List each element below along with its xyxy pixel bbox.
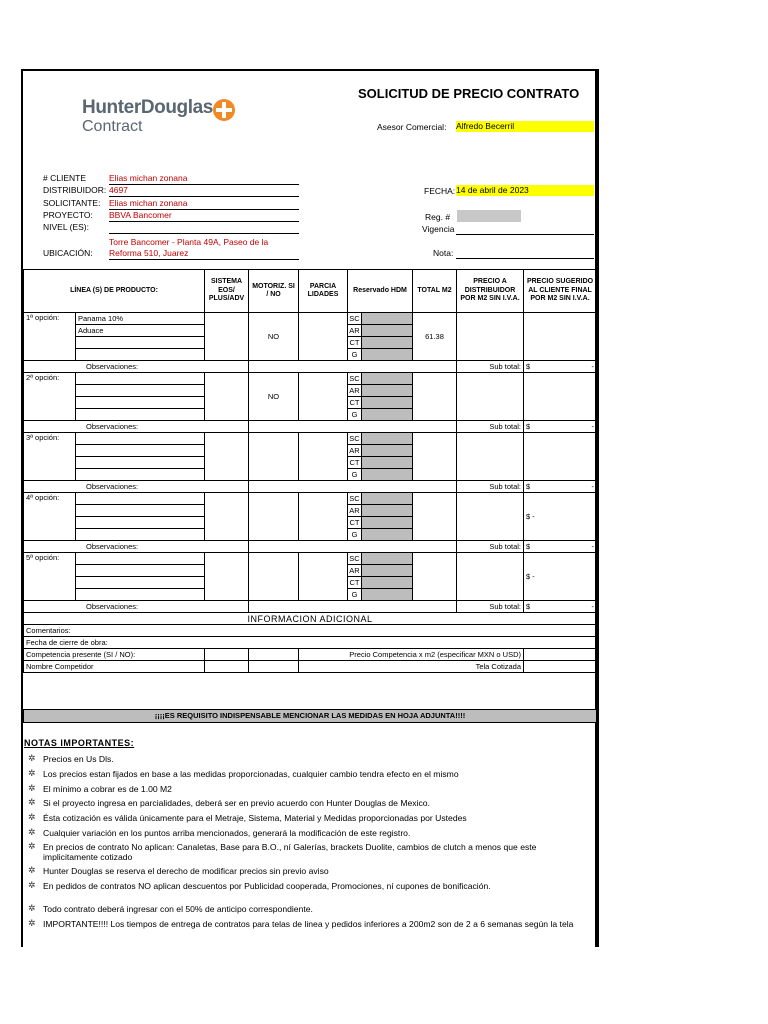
reservado-field[interactable]: [362, 373, 413, 385]
option-row: [24, 373, 597, 385]
subtotal-field: [524, 541, 597, 553]
bullet-icon: ✲: [28, 812, 36, 822]
sistema-field[interactable]: [205, 433, 249, 481]
option-row: [24, 553, 597, 565]
total-m2-field[interactable]: [413, 553, 457, 601]
reservado-code: AR: [349, 445, 360, 455]
option-label: 3ª opción:: [24, 433, 76, 481]
competencia-field[interactable]: [205, 649, 249, 661]
header-precio-sug: PRECIO SUGERIDO AL CLIENTE FINAL POR M2 SIN I.V.A.: [524, 270, 597, 313]
comentarios-label: Comentarios:: [24, 625, 597, 637]
precio-competencia-label: Precio Competencia x m2 (especificar MXN o USD): [299, 649, 524, 661]
bullet-icon: ✲: [28, 880, 36, 890]
ubicacion-line1[interactable]: Torre Bancomer - Planta 49A, Paseo de la: [109, 237, 269, 247]
reservado-code: SC: [349, 313, 360, 323]
observaciones-row: [24, 481, 597, 493]
distribuidor-label: DISTRIBUIDOR:: [43, 185, 107, 195]
nota-label: Nota:: [433, 248, 454, 258]
bullet-icon: ✲: [28, 783, 36, 793]
sistema-field[interactable]: [205, 493, 249, 541]
option-label: 4ª opción:: [24, 493, 76, 541]
nombre-competidor-label: Nombre Competidor: [24, 661, 205, 673]
observaciones-field[interactable]: [249, 421, 457, 433]
reservado-field[interactable]: [362, 385, 413, 397]
reservado-field[interactable]: [362, 313, 413, 325]
parcialidades-field[interactable]: [299, 433, 348, 481]
subtotal-field: [524, 481, 597, 493]
nivel-label: NIVEL (ES):: [43, 222, 89, 232]
solicitante-field[interactable]: Elias michan zonana: [109, 198, 299, 210]
parcialidades-field[interactable]: [299, 553, 348, 601]
reservado-code: G: [348, 469, 362, 481]
solicitante-label: SOLICITANTE:: [43, 198, 101, 208]
reservado-field[interactable]: [362, 457, 413, 469]
option-label: 5ª opción:: [24, 553, 76, 601]
reservado-code: SC: [349, 553, 360, 563]
subtotal-label: Sub total:: [457, 541, 524, 553]
option-label: 2ª opción:: [24, 373, 76, 421]
option-line-field[interactable]: [76, 469, 205, 481]
subtotal-field: [524, 361, 597, 373]
note-item: Hunter Douglas se reserva el derecho de modificar precios sin previo aviso: [43, 866, 329, 876]
option-line-field[interactable]: [76, 529, 205, 541]
bullet-icon: ✲: [28, 827, 36, 837]
reservado-field[interactable]: [362, 325, 413, 337]
parcialidades-field[interactable]: [299, 493, 348, 541]
reg-label: Reg. #: [425, 212, 451, 222]
precio-sug-field[interactable]: $ -: [524, 553, 597, 601]
table-header: [24, 270, 597, 313]
competencia-row: [24, 649, 597, 661]
reservado-field[interactable]: [362, 409, 413, 421]
note-item: IMPORTANTE!!!! Los tiempos de entrega de contratos para telas de linea y pedidos inferiores a 200m2 son de 2 a 6 semanas según la tela: [43, 919, 574, 929]
bullet-icon: ✲: [28, 903, 36, 913]
note-item: Todo contrato deberá ingresar con el 50% de anticipo correspondiente.: [43, 904, 313, 914]
reservado-code: CT: [349, 397, 360, 407]
fecha-cierre-row[interactable]: [24, 637, 597, 649]
reservado-field[interactable]: [362, 505, 413, 517]
comentarios-row[interactable]: [24, 625, 597, 637]
observaciones-row: [24, 541, 597, 553]
nivel-field[interactable]: [109, 222, 299, 234]
subtotal-label: Sub total:: [457, 361, 524, 373]
reservado-code: G: [348, 589, 362, 601]
observaciones-label: Observaciones:: [24, 541, 249, 553]
motoriz-field[interactable]: [249, 493, 299, 541]
reservado-field[interactable]: [362, 469, 413, 481]
note-item: En precios de contrato No aplican: Canaletas, Base para B.O., ní Galerías, brackets Duolite, cambios de clutch a menos que este implicitamente cotizado: [43, 842, 537, 862]
asesor-field[interactable]: Alfredo Becerril: [456, 121, 594, 132]
tela-cotizada-label: Tela Cotizada: [299, 661, 524, 673]
subtotal-currency: $: [526, 361, 531, 371]
reservado-field[interactable]: [362, 565, 413, 577]
note-item: Precios en Us Dls.: [43, 754, 114, 764]
precio-dist-field[interactable]: [457, 433, 524, 481]
header-motoriz: MOTORIZ. SI / NO: [249, 270, 299, 313]
observaciones-field[interactable]: [249, 361, 457, 373]
option-line-field[interactable]: [76, 337, 205, 349]
bullet-icon: ✲: [28, 865, 36, 875]
option-line-field[interactable]: [76, 589, 205, 601]
option-line-field[interactable]: [76, 517, 205, 529]
proyecto-label: PROYECTO:: [43, 210, 93, 220]
total-m2-field[interactable]: 61.38: [413, 313, 457, 361]
reservado-code: AR: [349, 325, 360, 335]
nombre-competidor-field[interactable]: [205, 661, 249, 673]
fecha-label: FECHA:: [424, 186, 456, 196]
page-title: SOLICITUD DE PRECIO CONTRATO: [358, 86, 580, 101]
option-line-field[interactable]: Aduace: [76, 325, 205, 337]
parcialidades-field[interactable]: [299, 313, 348, 361]
reservado-code: CT: [349, 337, 360, 347]
subtotal-field: [524, 421, 597, 433]
note-item: Los precios estan fijados en base a las medidas proporcionadas, cualquier cambio tendra efecto en el mismo: [43, 769, 459, 779]
precio-dist-field[interactable]: [457, 493, 524, 541]
note-item: Cualquier variación en los puntos arriba mencionados, generará la modificación de este registro.: [43, 828, 411, 838]
total-m2-field[interactable]: [413, 493, 457, 541]
reservado-field[interactable]: [362, 589, 413, 601]
precio-dist-field[interactable]: [457, 373, 524, 421]
brand-logo-sub: Contract: [82, 118, 143, 135]
reservado-field[interactable]: [362, 517, 413, 529]
fecha-field[interactable]: 14 de abril de 2023: [456, 185, 594, 196]
requirement-banner: ¡¡¡¡ES REQUISITO INDISPENSABLE MENCIONAR LAS MEDIDAS EN HOJA ADJUNTA!!!!: [23, 709, 597, 723]
bullet-icon: ✲: [28, 768, 36, 778]
reservado-field[interactable]: [362, 445, 413, 457]
precio-sug-field[interactable]: [524, 433, 597, 481]
option-line-field[interactable]: [76, 553, 205, 565]
subtotal-currency: $: [526, 481, 531, 491]
reservado-code: SC: [349, 433, 360, 443]
note-item: Si el proyecto ingresa en parcialidades, deberá ser en previo acuerdo con Hunter Douglas de Mexico.: [43, 798, 430, 808]
reservado-code: AR: [349, 385, 360, 395]
subtotal-label: Sub total:: [457, 481, 524, 493]
reservado-code: CT: [349, 457, 360, 467]
precio-dist-field[interactable]: [457, 553, 524, 601]
subtotal-value: -: [591, 421, 595, 431]
motoriz-field[interactable]: NO: [249, 313, 299, 361]
note-item: En pedidos de contratos NO aplican descuentos por Publicidad cooperada, Promociones, ní cupones de bonificación.: [43, 881, 491, 891]
reservado-code: AR: [349, 565, 360, 575]
header-sistema: SISTEMA EOS/ PLUS/ADV: [205, 270, 249, 313]
note-item: Ésta cotización es válida únicamente para el Metraje, Sistema, Material y Medidas proporcionadas por Ustedes: [43, 813, 467, 823]
observaciones-label: Observaciones:: [24, 481, 249, 493]
vigencia-field[interactable]: [456, 234, 594, 235]
subtotal-label: Sub total:: [457, 601, 524, 613]
reservado-code: CT: [349, 517, 360, 527]
vigencia-label: Vigencia: [422, 224, 455, 234]
reservado-field[interactable]: [362, 349, 413, 361]
info-title-row: [24, 613, 597, 625]
option-line-field[interactable]: [76, 577, 205, 589]
observaciones-field[interactable]: [249, 541, 457, 553]
observaciones-row: [24, 421, 597, 433]
bullet-icon: ✲: [28, 797, 36, 807]
subtotal-value: -: [591, 541, 595, 551]
precio-sug-field[interactable]: [524, 373, 597, 421]
subtotal-currency: $: [526, 541, 531, 551]
total-m2-field[interactable]: [413, 433, 457, 481]
distribuidor-field[interactable]: 4697: [109, 185, 299, 197]
reservado-code: CT: [349, 577, 360, 587]
option-line-field[interactable]: [76, 397, 205, 409]
proyecto-field[interactable]: BBVA Bancomer: [109, 210, 299, 222]
subtotal-value: -: [591, 481, 595, 491]
reservado-code: AR: [349, 505, 360, 515]
observaciones-row: [24, 601, 597, 613]
subtotal-field: [524, 601, 597, 613]
reg-field[interactable]: [457, 210, 521, 222]
fecha-cierre-label: Fecha de cierre de obra:: [24, 637, 597, 649]
reservado-field[interactable]: [362, 577, 413, 589]
option-line-field[interactable]: [76, 445, 205, 457]
motoriz-field[interactable]: [249, 433, 299, 481]
subtotal-currency: $: [526, 421, 531, 431]
reservado-code: SC: [349, 493, 360, 503]
parcialidades-field[interactable]: [299, 373, 348, 421]
product-table: [23, 269, 597, 673]
precio-competencia-field[interactable]: [524, 649, 597, 661]
option-row: [24, 493, 597, 505]
bullet-icon: ✲: [28, 918, 36, 928]
option-line-field[interactable]: [76, 505, 205, 517]
header-reservado: Reservado HDM: [348, 270, 413, 313]
option-line-field[interactable]: [76, 493, 205, 505]
precio-sug-field[interactable]: [524, 313, 597, 361]
notes-title: NOTAS IMPORTANTES:: [24, 738, 135, 748]
reservado-field[interactable]: [362, 553, 413, 565]
brand-logo: HunterDouglas: [82, 97, 213, 118]
cliente-field[interactable]: Elias michan zonana: [109, 173, 299, 185]
option-line-field[interactable]: [76, 385, 205, 397]
option-row: [24, 313, 597, 325]
asesor-label: Asesor Comercial:: [377, 122, 447, 132]
option-line-field[interactable]: [76, 409, 205, 421]
option-line-field[interactable]: [76, 565, 205, 577]
ubicacion-label: UBICACIÓN:: [43, 248, 93, 258]
competencia-label: Competencia presente (SI / NO):: [24, 649, 205, 661]
option-line-field[interactable]: Panama 10%: [76, 313, 205, 325]
bullet-icon: ✲: [28, 753, 36, 763]
tela-cotizada-field[interactable]: [524, 661, 597, 673]
header-linea: LÍNEA (S) DE PRODUCTO:: [24, 270, 205, 313]
sistema-field[interactable]: [205, 313, 249, 361]
option-line-field[interactable]: [76, 457, 205, 469]
motoriz-field[interactable]: NO: [249, 373, 299, 421]
observaciones-field[interactable]: [249, 601, 457, 613]
precio-sug-field[interactable]: $ -: [524, 493, 597, 541]
sistema-field[interactable]: [205, 553, 249, 601]
total-m2-field[interactable]: [413, 373, 457, 421]
observaciones-label: Observaciones:: [24, 601, 249, 613]
cliente-label: # CLIENTE: [43, 173, 86, 183]
reservado-code: G: [348, 349, 362, 361]
observaciones-row: [24, 361, 597, 373]
ubicacion-line2[interactable]: Reforma 510, Juarez: [109, 248, 299, 260]
option-line-field[interactable]: [76, 349, 205, 361]
competidor-row: [24, 661, 597, 673]
option-label: 1ª opción:: [24, 313, 76, 361]
observaciones-label: Observaciones:: [24, 421, 249, 433]
reservado-code: G: [348, 529, 362, 541]
bullet-icon: ✲: [28, 841, 36, 851]
info-title: INFORMACION ADICIONAL: [24, 613, 597, 625]
subtotal-value: -: [591, 601, 595, 611]
reservado-code: SC: [349, 373, 360, 383]
header-parcia: PARCIA LIDADES: [299, 270, 348, 313]
subtotal-currency: $: [526, 601, 531, 611]
observaciones-label: Observaciones:: [24, 361, 249, 373]
hunter-douglas-logo-icon: [213, 99, 235, 121]
sistema-field[interactable]: [205, 373, 249, 421]
option-row: [24, 433, 597, 445]
reservado-field[interactable]: [362, 337, 413, 349]
reservado-field[interactable]: [362, 529, 413, 541]
reservado-field[interactable]: [362, 433, 413, 445]
precio-dist-field[interactable]: [457, 313, 524, 361]
reservado-code: G: [348, 409, 362, 421]
option-line-field[interactable]: [76, 433, 205, 445]
competencia-field-2[interactable]: [249, 649, 299, 661]
option-line-field[interactable]: [76, 373, 205, 385]
observaciones-field[interactable]: [249, 481, 457, 493]
nombre-competidor-field-2[interactable]: [249, 661, 299, 673]
note-item: El mínimo a cobrar es de 1.00 M2: [43, 784, 172, 794]
subtotal-value: -: [591, 361, 595, 371]
subtotal-label: Sub total:: [457, 421, 524, 433]
reservado-field[interactable]: [362, 493, 413, 505]
reservado-field[interactable]: [362, 397, 413, 409]
nota-field[interactable]: [456, 258, 594, 259]
header-total: TOTAL M2: [413, 270, 457, 313]
motoriz-field[interactable]: [249, 553, 299, 601]
header-precio-dist: PRECIO A DISTRIBUIDOR POR M2 SIN I.V.A.: [457, 270, 524, 313]
